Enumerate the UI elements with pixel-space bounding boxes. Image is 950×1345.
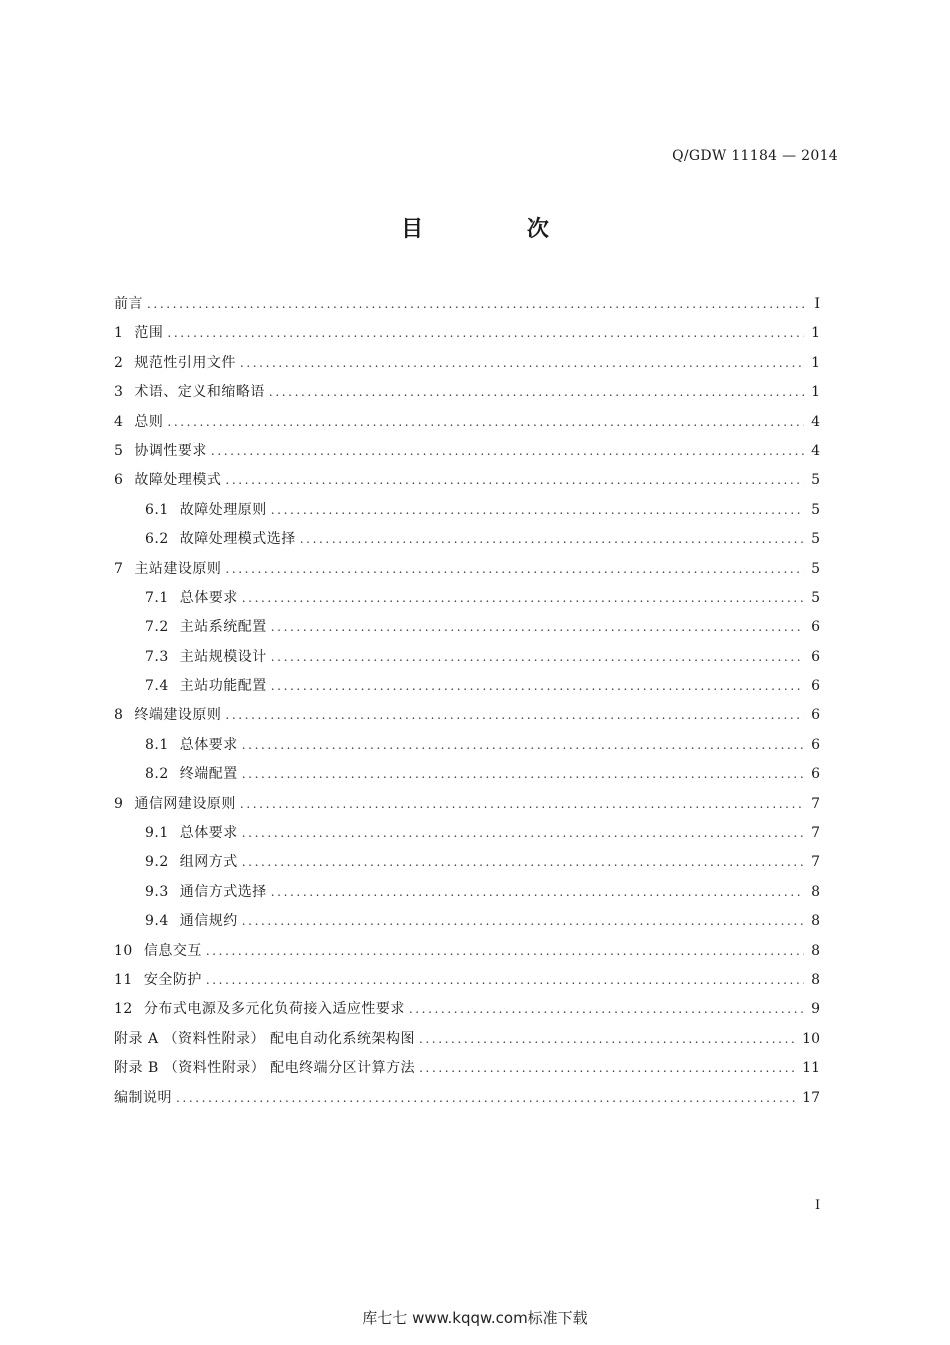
toc-dot-leader: [225, 701, 804, 730]
toc-entry-number: 2: [114, 354, 124, 371]
toc-entry-page: 5: [811, 501, 820, 518]
toc-entry[interactable]: [114, 701, 820, 730]
toc-entry[interactable]: [114, 319, 820, 348]
toc-dot-leader: [240, 790, 804, 819]
toc-entry-label: 总体要求: [179, 736, 238, 753]
toc-dot-leader: [269, 378, 804, 407]
toc-entry-label: 总则: [134, 413, 164, 430]
toc-entry-page: 6: [811, 678, 820, 695]
toc-entry-label: 信息交互: [143, 942, 202, 959]
toc-entry-number: 9: [114, 795, 124, 812]
toc-entry-page: 4: [811, 413, 820, 430]
toc-entry-page: 17: [802, 1089, 820, 1106]
toc-entry-page: 6: [811, 707, 820, 724]
toc-entry[interactable]: [114, 966, 820, 995]
toc-entry-label: 主站建设原则: [134, 560, 222, 577]
toc-entry-page: 6: [811, 619, 820, 636]
toc-entry[interactable]: [114, 790, 820, 819]
toc-entry[interactable]: [114, 349, 820, 378]
toc-dot-leader: [271, 672, 804, 701]
toc-entry-label: 组网方式: [179, 854, 238, 871]
toc-entry-page: 1: [811, 384, 820, 401]
toc-entry-label: 协调性要求: [134, 442, 207, 459]
toc-entry-number: 6.2: [145, 531, 169, 548]
toc-entry-page: 7: [811, 854, 820, 871]
toc-entry-page: 6: [811, 648, 820, 665]
toc-entry-label: 主站规模设计: [179, 648, 267, 665]
toc-entry-number: 5: [114, 442, 124, 459]
toc-dot-leader: [419, 1054, 796, 1083]
toc-entry-label: 通信网建设原则: [134, 795, 236, 812]
toc-entry-label: 主站系统配置: [179, 619, 267, 636]
toc-entry-number: 4: [114, 413, 124, 430]
toc-entry-page: 6: [811, 736, 820, 753]
toc-entry-page: 5: [811, 589, 820, 606]
standard-code: Q/GDW 11184 — 2014: [672, 148, 838, 164]
toc-dot-leader: [206, 966, 804, 995]
toc-entry-label: 总体要求: [179, 589, 238, 606]
toc-entry-number: 9.1: [145, 825, 169, 842]
toc-dot-leader: [242, 907, 804, 936]
toc-entry[interactable]: [114, 1054, 820, 1083]
toc-dot-leader: [211, 437, 804, 466]
toc-dot-leader: [242, 731, 804, 760]
toc-entry-page: 1: [811, 354, 820, 371]
toc-entry[interactable]: [114, 937, 820, 966]
toc-dot-leader: [167, 319, 804, 348]
toc-entry-number: 7.2: [145, 619, 169, 636]
toc-entry-label: 编制说明: [114, 1089, 172, 1106]
page-title: 目 次: [401, 216, 597, 242]
toc-entry-page: 7: [811, 825, 820, 842]
watermark-text: 库七七 www.kqqw.com标准下载: [362, 1309, 588, 1327]
toc-entry[interactable]: [114, 408, 820, 437]
table-of-contents: [114, 290, 820, 1113]
toc-entry-number: 7.1: [145, 589, 169, 606]
toc-dot-leader: [300, 525, 804, 554]
toc-entry-label: 分布式电源及多元化负荷接入适应性要求: [143, 1001, 405, 1018]
toc-entry-label: 终端建设原则: [134, 707, 222, 724]
toc-dot-leader: [419, 1025, 796, 1054]
toc-entry[interactable]: [114, 584, 820, 613]
toc-entry-label: 通信规约: [179, 913, 238, 930]
toc-entry-page: 8: [811, 971, 820, 988]
toc-entry-number: 1: [114, 325, 124, 342]
toc-entry[interactable]: [114, 995, 820, 1024]
toc-dot-leader: [271, 643, 804, 672]
toc-entry[interactable]: [114, 555, 820, 584]
toc-entry-page: 7: [811, 795, 820, 812]
toc-entry-label: 通信方式选择: [179, 883, 267, 900]
toc-entry-page: 11: [802, 1060, 820, 1077]
toc-entry-page: 5: [811, 531, 820, 548]
toc-entry[interactable]: [114, 525, 820, 554]
toc-entry-label: 主站功能配置: [179, 678, 267, 695]
toc-entry-page: 9: [811, 1001, 820, 1018]
toc-entry-label: 术语、定义和缩略语: [134, 384, 265, 401]
toc-entry-page: I: [814, 296, 820, 312]
toc-entry-number: 10: [114, 942, 133, 959]
toc-entry[interactable]: [114, 760, 820, 789]
toc-entry-number: 9.2: [145, 854, 169, 871]
toc-entry-number: 8.2: [145, 766, 169, 783]
toc-entry-number: 12: [114, 1001, 133, 1018]
toc-entry[interactable]: [114, 819, 820, 848]
toc-entry-page: 6: [811, 766, 820, 783]
toc-entry-page: 8: [811, 883, 820, 900]
toc-entry-number: 9.3: [145, 883, 169, 900]
toc-entry-label: 安全防护: [143, 971, 202, 988]
toc-entry-number: 6: [114, 472, 124, 489]
toc-entry[interactable]: [114, 613, 820, 642]
toc-entry-page: 1: [811, 325, 820, 342]
toc-dot-leader: [240, 349, 804, 378]
toc-entry-number: 8: [114, 707, 124, 724]
toc-dot-leader: [167, 408, 804, 437]
toc-entry-label: 故障处理原则: [179, 501, 267, 518]
toc-dot-leader: [225, 555, 804, 584]
toc-entry-page: 8: [811, 913, 820, 930]
toc-entry-label: 附录 A （资料性附录） 配电自动化系统架构图: [114, 1030, 415, 1047]
toc-entry[interactable]: [114, 643, 820, 672]
toc-dot-leader: [206, 937, 804, 966]
toc-entry-page: 5: [811, 472, 820, 489]
toc-entry-label: 前言: [114, 296, 143, 312]
toc-entry-label: 附录 B （资料性附录） 配电终端分区计算方法: [114, 1060, 416, 1077]
toc-dot-leader: [176, 1084, 796, 1113]
toc-entry[interactable]: [114, 496, 820, 525]
toc-entry-page: 4: [811, 442, 820, 459]
toc-entry[interactable]: [114, 1025, 820, 1054]
toc-entry-page: 5: [811, 560, 820, 577]
toc-entry-number: 3: [114, 384, 124, 401]
toc-entry-number: 11: [114, 971, 133, 988]
toc-dot-leader: [271, 613, 804, 642]
toc-dot-leader: [147, 290, 804, 319]
toc-dot-leader: [242, 848, 804, 877]
toc-entry-page: 8: [811, 942, 820, 959]
toc-entry-number: 8.1: [145, 736, 169, 753]
page-number: I: [815, 1198, 821, 1213]
toc-entry-number: 7.3: [145, 648, 169, 665]
toc-entry[interactable]: [114, 731, 820, 760]
toc-entry[interactable]: [114, 290, 820, 319]
toc-dot-leader: [271, 878, 804, 907]
toc-entry-label: 终端配置: [179, 766, 238, 783]
toc-entry-label: 故障处理模式: [134, 472, 222, 489]
toc-entry[interactable]: [114, 378, 820, 407]
toc-entry-label: 故障处理模式选择: [179, 531, 296, 548]
toc-dot-leader: [271, 496, 804, 525]
toc-entry-number: 7: [114, 560, 124, 577]
toc-entry[interactable]: [114, 466, 820, 495]
toc-entry-number: 7.4: [145, 678, 169, 695]
toc-dot-leader: [242, 760, 804, 789]
toc-entry-label: 范围: [134, 325, 164, 342]
toc-entry[interactable]: [114, 907, 820, 936]
toc-entry[interactable]: [114, 878, 820, 907]
toc-entry[interactable]: [114, 1084, 820, 1113]
toc-entry[interactable]: [114, 437, 820, 466]
toc-entry[interactable]: [114, 848, 820, 877]
toc-dot-leader: [225, 466, 804, 495]
toc-dot-leader: [409, 995, 804, 1024]
toc-entry[interactable]: [114, 672, 820, 701]
toc-dot-leader: [242, 584, 804, 613]
toc-entry-label: 总体要求: [179, 825, 238, 842]
toc-entry-label: 规范性引用文件: [134, 354, 236, 371]
toc-entry-number: 6.1: [145, 501, 169, 518]
toc-entry-number: 9.4: [145, 913, 169, 930]
toc-dot-leader: [242, 819, 804, 848]
toc-entry-page: 10: [802, 1030, 820, 1047]
